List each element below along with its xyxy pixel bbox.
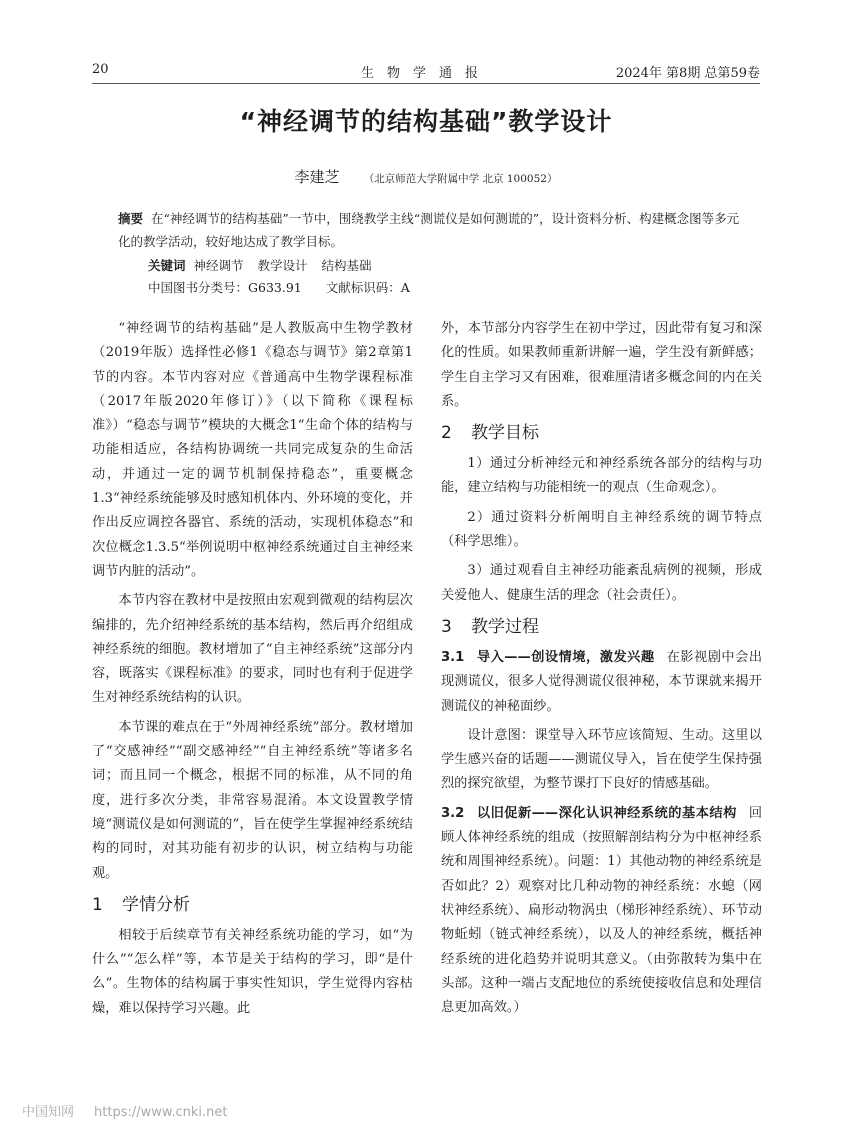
section-title: 教学过程 bbox=[471, 616, 539, 637]
design-intent: 设计意图：课堂导入环节应该简短、生动。这里以学生感兴奋的话题——测谎仪导入，旨在使学生保持强烈的探究欲望，为整节课打下良好的情感基础。 bbox=[441, 727, 762, 792]
paragraph: 外，本节部分内容学生在初中学过，因此带有复习和深化的性质。如果教师重新讲解一遍，学生没有新鲜感；学生自主学习又有困难，很难厘清诸多概念间的内在关系。 bbox=[441, 321, 762, 409]
byline bbox=[92, 166, 760, 187]
goal-item: 3）通过观看自主神经功能紊乱病例的视频，形成关爱他人、健康生活的理念（社会责任）。 bbox=[441, 563, 762, 603]
abstract-text: 在“神经调节的结构基础”一节中，围绕教学主线“测谎仪是如何测谎的”，设计资料分析、构建概念图等多元化的教学活动，较好地达成了教学目标。 bbox=[118, 211, 740, 249]
keywords-label: 关键词 bbox=[148, 258, 186, 273]
left-column bbox=[92, 317, 413, 1026]
issue-info: 2024年 第8期 总第59卷 bbox=[615, 66, 760, 81]
paragraph: “神经调节的结构基础”是人教版高中生物学教材（2019年版）选择性必修1《稳态与调节》第2章第1节的内容。本节内容对应《普通高中生物学课程标准（2017年版2020年修订）》（以下简称《课程标准》）“稳态与调节”模块的大概念1“生命个体的结构与功能相适应，各结构协调统一共同完成复杂的生命活动，并通过一定的调节机制保持稳态”，重要概念1.3“神经系统能够及时感知机体内、外环境的变化，并作出反应调控各器官、系统的活动，实现机体稳态”和次位概念1.3.5“举例说明中枢神经系统通过自主神经来调节内脏的活动”。 bbox=[92, 321, 413, 579]
paragraph: 相较于后续章节有关神经系统功能的学习，如“为什么”“怎么样”等，本节是关于结构的学习，即“是什么”。生物体的结构属于事实性知识，学生觉得内容枯燥，难以保持学习兴趣。此 bbox=[92, 927, 413, 1016]
subsection-3-2 bbox=[441, 802, 762, 1021]
subsection-text: 回顾人体神经系统的组成（按照解剖结构分为中枢神经系统和周围神经系统）。问题：1）其他动物的神经系统是否如此？2）观察对比几种动物的神经系统：水螅（网状神经系统）、扁形动物涡虫（梯形神经系统）、环节动物蚯蚓（链式神经系统），以及人的神经系统，概括神经系统的进化趋势并说明其意义。（由弥散转为集中在头部。这种一端占支配地位的系统使接收信息和处理信息更加高效。） bbox=[441, 805, 762, 1016]
author-affiliation: （北京师范大学附属中学 北京 100052） bbox=[363, 173, 558, 185]
keywords-text: 神经调节 教学设计 结构基础 bbox=[193, 258, 372, 273]
goal-item: 1）通过分析神经元和神经系统各部分的结构与功能，建立结构与功能相统一的观点（生命观念）。 bbox=[441, 456, 762, 496]
subsection-heading bbox=[441, 650, 655, 665]
subsection-title: 以旧促新——深化认识神经系统的基本结构 bbox=[476, 805, 737, 821]
paragraph: 本节内容在教材中是按照由宏观到微观的结构层次编排的，先介绍神经系统的基本结构，然后再介绍组成神经系统的细胞。教材增加了“自主神经系统”这部分内容，既落实《课程标准》的要求，同时也有利于促进学生对神经系统结构的认识。 bbox=[92, 593, 413, 706]
classification bbox=[148, 276, 773, 299]
subsection-number: 3.2 bbox=[441, 805, 465, 821]
section-heading-3 bbox=[441, 614, 762, 640]
keywords bbox=[148, 254, 773, 277]
clc-number: 中国图书分类号：G633.91 bbox=[148, 280, 302, 295]
document-code: 文献标识码：A bbox=[325, 280, 410, 295]
author-name: 李建芝 bbox=[294, 168, 340, 186]
cnki-brand: 中国知网 bbox=[22, 1105, 75, 1120]
section-number: 2 bbox=[441, 423, 452, 444]
subsection-number: 3.1 bbox=[441, 649, 465, 665]
watermark-footer bbox=[22, 1101, 247, 1120]
subsection-text: 在影视剧中会出现测谎仪，很多人觉得测谎仪很神秘，本节课就来揭开测谎仪的神秘面纱。 bbox=[441, 649, 763, 714]
subsection-heading bbox=[441, 806, 737, 821]
journal-name: 生物学通报 bbox=[360, 66, 491, 81]
section-title: 学情分析 bbox=[122, 894, 190, 915]
page-number: 20 bbox=[92, 62, 109, 77]
article-title: “神经调节的结构基础”教学设计 bbox=[239, 107, 613, 136]
section-number: 3 bbox=[441, 616, 452, 637]
goal-item: 2）通过资料分析阐明自主神经系统的调节特点（科学思维）。 bbox=[441, 509, 762, 550]
right-column bbox=[441, 317, 762, 1025]
section-heading-2 bbox=[441, 420, 762, 446]
section-number: 1 bbox=[92, 894, 103, 915]
cnki-url: https://www.cnki.net bbox=[94, 1105, 228, 1120]
header-rule bbox=[92, 83, 760, 84]
section-heading-1 bbox=[92, 892, 413, 918]
abstract-label: 摘要 bbox=[118, 211, 144, 226]
abstract bbox=[118, 207, 743, 253]
subsection-3-1 bbox=[441, 646, 762, 719]
section-title: 教学目标 bbox=[471, 423, 539, 444]
page-header bbox=[92, 60, 760, 82]
subsection-title: 导入——创设情境，激发兴趣 bbox=[476, 649, 655, 665]
paragraph: 本节课的难点在于“外周神经系统”部分。教材增加了“交感神经”“副交感神经”“自主神经系统”等诸多名词；而且同一个概念，根据不同的标准，从不同的角度，进行多次分类，非常容易混淆。本文设置教学情境“测谎仪是如何测谎的”，旨在使学生掌握神经系统结构的同时，对其功能有初步的认识，树立结构与功能观。 bbox=[92, 719, 413, 881]
